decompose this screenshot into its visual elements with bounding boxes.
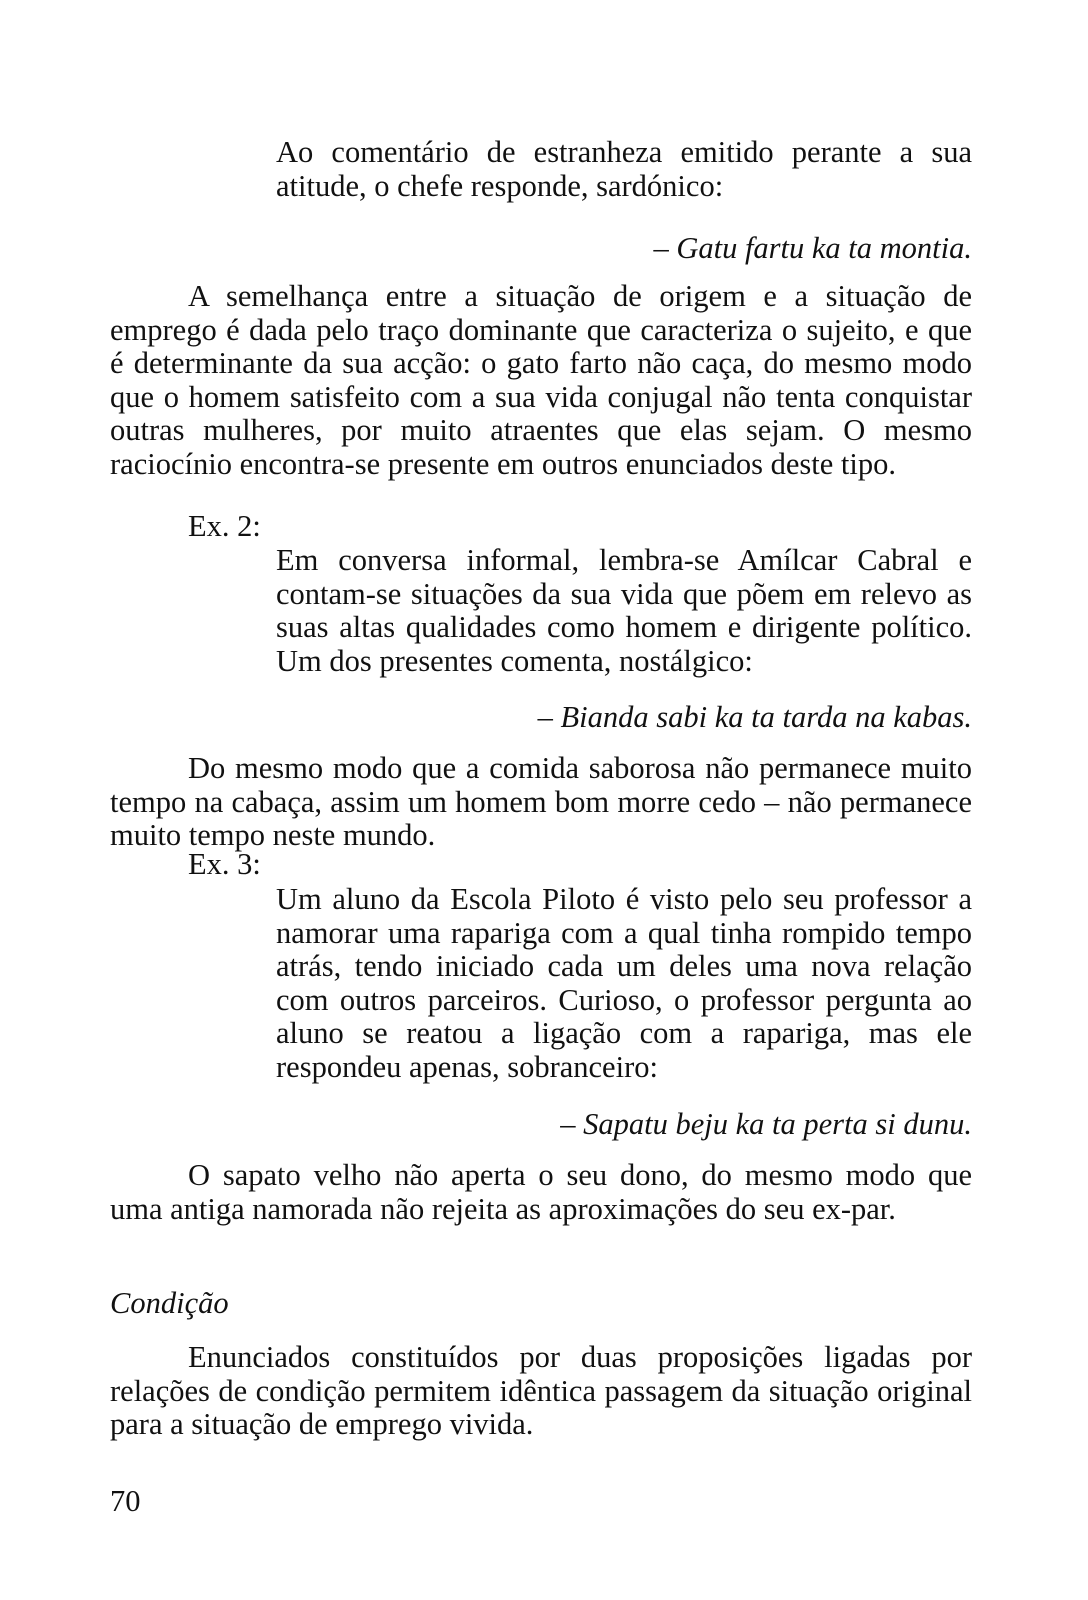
proverb-quote-2: – Bianda sabi ka ta tarda na kabas.	[537, 700, 972, 734]
paragraph-condition: Enunciados constituídos por duas proposições ligadas por relações de condição permitem idêntica passagem da situação original para a situação de emprego vivida.	[110, 1340, 972, 1442]
paragraph-example-3: Um aluno da Escola Piloto é visto pelo seu professor a namorar uma rapariga com a qual tinha rompido tempo atrás, tendo iniciado cada um deles uma nova relação com outros parceiros. Curioso, o professor pergunta ao aluno se reatou a ligação com a rapariga, mas ele respondeu apenas, sobranceiro:	[276, 882, 972, 1084]
paragraph-explanation-2: Do mesmo modo que a comida saborosa não permanece muito tempo na cabaça, assim um homem bom morre cedo – não permanece muito tempo neste mundo.	[110, 751, 972, 853]
example-label-2: Ex. 2:	[188, 509, 261, 543]
page-number: 70	[110, 1484, 141, 1518]
paragraph-example-2: Em conversa informal, lembra-se Amílcar Cabral e contam-se situações da sua vida que põem em relevo as suas altas qualidades como homem e dirigente político. Um dos presentes comenta, nostálgico:	[276, 543, 972, 678]
proverb-quote-3: – Sapatu beju ka ta perta si dunu.	[560, 1107, 972, 1141]
paragraph-explanation-3: O sapato velho não aperta o seu dono, do mesmo modo que uma antiga namorada não rejeita as aproximações do seu ex-par.	[110, 1158, 972, 1226]
paragraph-intro: Ao comentário de estranheza emitido perante a sua atitude, o chefe responde, sardónico:	[276, 135, 972, 203]
section-heading: Condição	[110, 1286, 229, 1320]
paragraph-explanation-1: A semelhança entre a situação de origem e a situação de emprego é dada pelo traço dominante que caracteriza o sujeito, e que é determinante da sua acção: o gato farto não caça, do mesmo modo que o homem satisfeito com a sua vida conjugal não tenta conquistar outras mulheres, por muito atraentes que elas sejam. O mesmo raciocínio encontra-se presente em outros enunciados deste tipo.	[110, 279, 972, 481]
example-label-3: Ex. 3:	[188, 847, 261, 881]
proverb-quote-1: – Gatu fartu ka ta montia.	[653, 231, 972, 265]
